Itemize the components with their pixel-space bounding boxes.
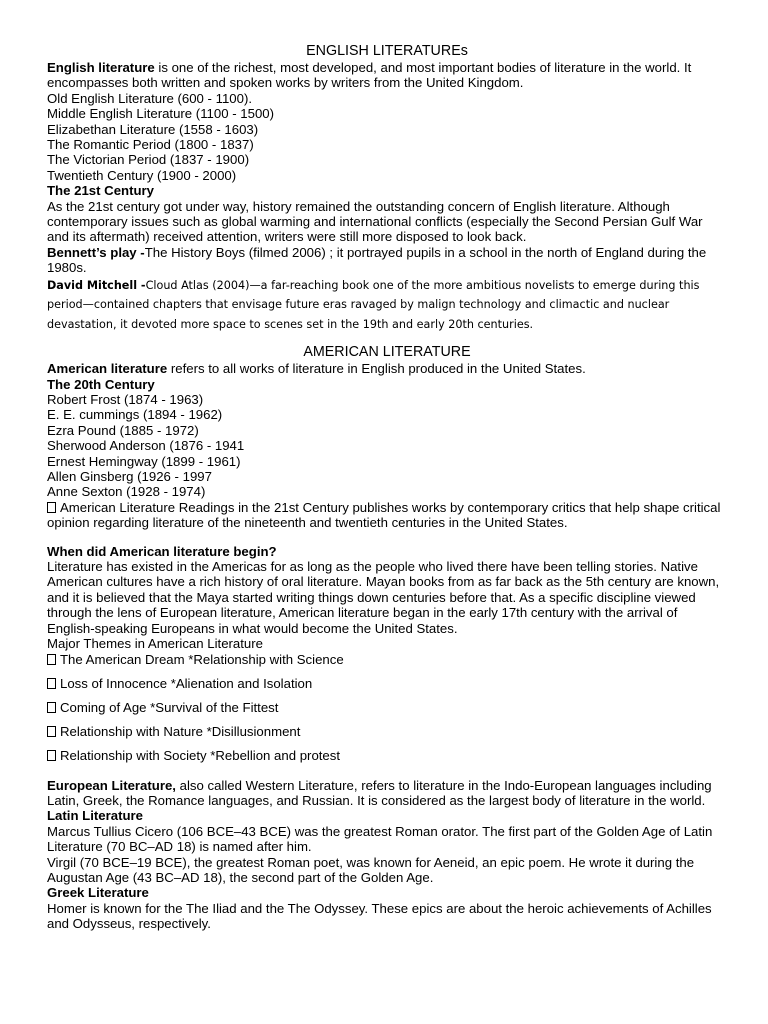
bennett-play-paragraph xyxy=(47,245,727,276)
21st-century-heading: The 21st Century xyxy=(47,183,154,199)
american-author: Sherwood Anderson (1876 - 1941 xyxy=(47,438,245,454)
english-period: The Romantic Period (1800 - 1837) xyxy=(47,137,254,153)
american-author: Ernest Hemingway (1899 - 1961) xyxy=(47,453,241,469)
american-author: Anne Sexton (1928 - 1974) xyxy=(47,484,206,500)
theme-item xyxy=(47,652,727,676)
english-intro-term: English literature xyxy=(47,60,155,75)
theme-text: Coming of Age *Survival of the Fittest xyxy=(60,699,279,715)
english-intro xyxy=(47,60,727,91)
theme-item xyxy=(47,676,727,700)
david-mitchell-text: Cloud Atlas (2004)—a far-reaching book one of the more ambitious novelists to emerge during this period—contained chapters that envisage future eras ravaged by malign technology and climactic and nuclear devastation, it devoted more space to scenes set in the 19th and early 20th centuries. xyxy=(47,278,704,331)
bennett-play-term: Bennett’s play - xyxy=(47,244,145,260)
latin-literature-heading: Latin Literature xyxy=(47,808,143,824)
greek-literature-heading: Greek Literature xyxy=(47,885,149,901)
virgil-paragraph: Virgil (70 BCE–19 BCE), the greatest Roman poet, was known for Aeneid, an epic poem. He wrote it during the Augustan Age (43 BC–AD 18), the second part of the Golden Age. xyxy=(47,854,697,885)
american-section-title: AMERICAN LITERATURE xyxy=(303,344,471,361)
theme-text: Relationship with Society *Rebellion and protest xyxy=(60,747,341,763)
english-period: The Victorian Period (1837 - 1900) xyxy=(47,152,250,168)
bullet-box-icon xyxy=(47,726,56,737)
david-mitchell-term: David Mitchell - xyxy=(47,278,146,292)
american-begin-heading: When did American literature begin? xyxy=(47,543,277,559)
english-intro-text: is one of the richest, most developed, and most important bodies of literature in the world. It encompasses both written and spoken works by writers from the United Kingdom. xyxy=(47,60,695,91)
bullet-box-icon xyxy=(47,502,56,513)
spacer xyxy=(47,334,727,343)
theme-item xyxy=(47,748,727,772)
bullet-box-icon xyxy=(47,678,56,689)
readings-text: American Literature Readings in the 21st Century publishes works by contemporary critics that help shape critical opinion regarding literature of the nineteenth and twentieth centuries in the United States. xyxy=(47,499,725,531)
american-begin-text: Literature has existed in the Americas for as long as the people who lived there have been telling stories. Native American cultures have a rich history of oral literature. Mayan books from as far back as the 5th century are known, and it is believed that the Maya started writing things down centuries before that. As a specific discipline viewed through the lens of European literature, American literature began in the early 17th century with the arrival of English-speaking Europeans in what would become the United States. xyxy=(47,559,723,636)
cicero-paragraph: Marcus Tullius Cicero (106 BCE–43 BCE) was the greatest Roman orator. The first part of the Golden Age of Latin Literature (70 BC–AD 18) is named after him. xyxy=(47,823,716,855)
20th-century-heading: The 20th Century xyxy=(47,376,155,392)
american-author: Robert Frost (1874 - 1963) xyxy=(47,392,204,407)
theme-item xyxy=(47,700,727,724)
themes-heading: Major Themes in American Literature xyxy=(47,636,263,652)
european-intro-term: European Literature, xyxy=(47,777,176,793)
theme-text: Loss of Innocence *Alienation and Isolation xyxy=(60,675,313,691)
spacer xyxy=(47,531,727,544)
european-intro-text: also called Western Literature, refers to literature in the Indo-European languages including Latin, Greek, the Romance languages, and Russian. It is considered as the largest body of literature in the world. xyxy=(47,777,716,808)
american-author: Ezra Pound (1885 - 1972) xyxy=(47,422,199,438)
english-period: Old English Literature (600 - 1100). xyxy=(47,90,253,106)
theme-text: The American Dream *Relationship with Science xyxy=(60,651,344,667)
american-intro-text: refers to all works of literature in English produced in the United States. xyxy=(167,361,586,377)
bullet-box-icon xyxy=(47,702,56,713)
theme-item xyxy=(47,724,727,748)
english-period: Twentieth Century (1900 - 2000) xyxy=(47,167,237,183)
english-section-title: ENGLISH LITERATUREs xyxy=(306,43,468,59)
bennett-play-text: The History Boys (filmed 2006) ; it portrayed pupils in a school in the north of England during the 1980s. xyxy=(47,244,710,276)
american-intro xyxy=(47,361,727,376)
theme-text: Relationship with Nature *Disillusionment xyxy=(60,723,301,739)
david-mitchell-paragraph xyxy=(47,276,727,335)
english-period: Middle English Literature (1100 - 1500) xyxy=(47,106,275,122)
readings-paragraph xyxy=(47,500,727,531)
document-page xyxy=(47,42,727,932)
bullet-box-icon xyxy=(47,750,56,761)
european-intro xyxy=(47,778,727,809)
21st-century-text: As the 21st century got under way, history remained the outstanding concern of English literature. Although contemporary issues such as global warming and international conflicts (especially the Second Persian Gulf War and its aftermath) received attention, writers were still more disposed to look back. xyxy=(47,198,707,245)
bullet-box-icon xyxy=(47,654,56,665)
english-period: Elizabethan Literature (1558 - 1603) xyxy=(47,121,259,137)
american-intro-term: American literature xyxy=(47,361,168,377)
american-author: E. E. cummings (1894 - 1962) xyxy=(47,407,223,423)
homer-paragraph: Homer is known for the The Iliad and the The Odyssey. These epics are about the heroic achievements of Achilles and Odysseus, respectively. xyxy=(47,900,716,932)
american-author: Allen Ginsberg (1926 - 1997 xyxy=(47,469,212,485)
